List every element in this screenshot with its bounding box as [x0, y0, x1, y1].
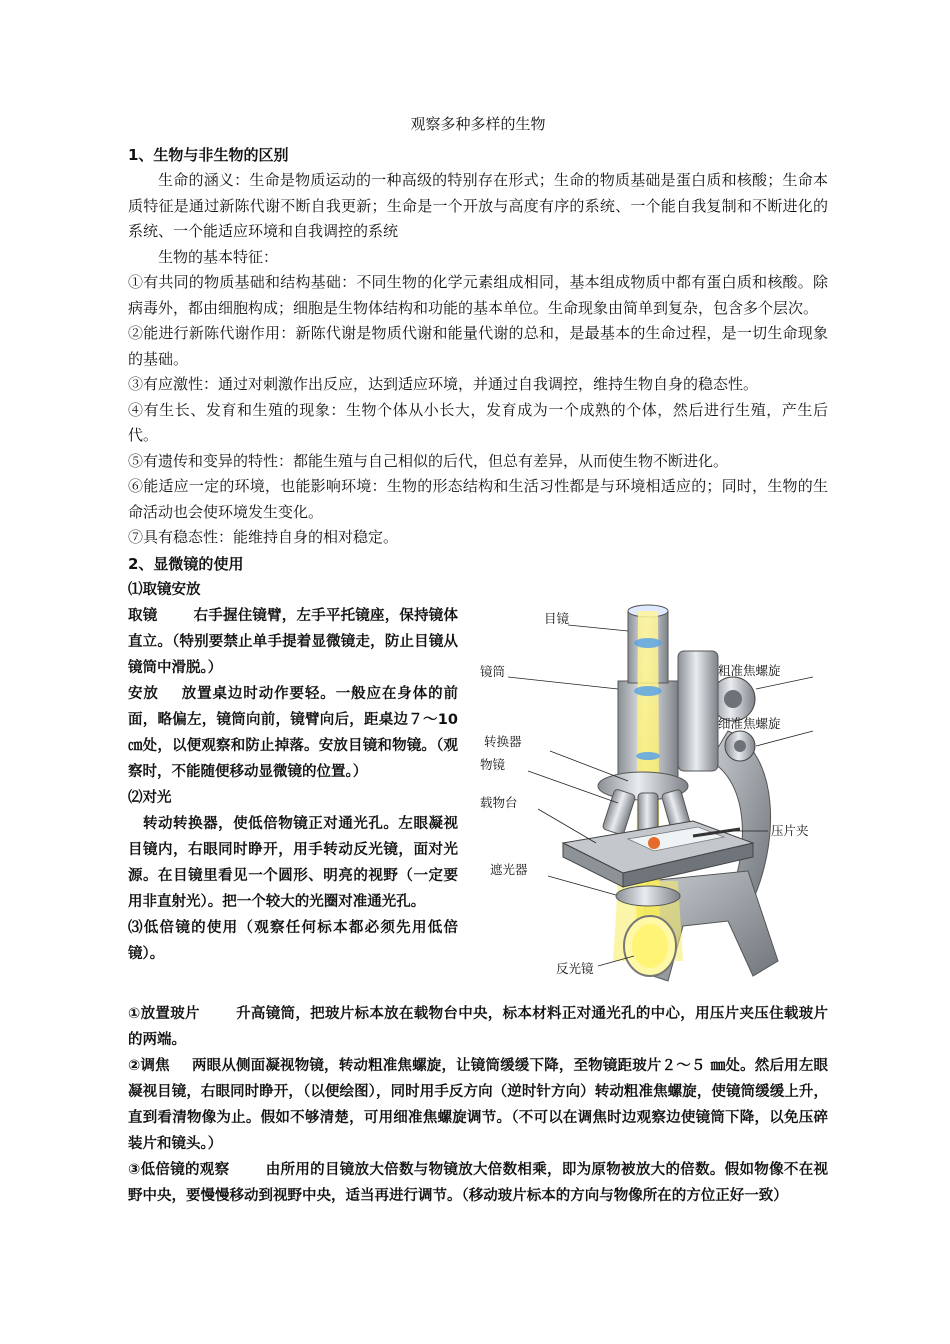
life-definition: 生命的涵义：生命是物质运动的一种高级的特别存在形式；生命的物质基础是蛋白质和核酸；生命本质特征是通过新陈代谢不断自我更新；生命是一个开放与高度有序的系统、一个能自我复制和不断进化的系统、一个能适应环境和自我调控的系统 — [128, 171, 828, 240]
label-objective: 物镜 — [480, 756, 506, 772]
step3-item — [128, 1157, 828, 1209]
step3-item-label: ①放置玻片 — [128, 1005, 200, 1022]
step1-place — [128, 681, 458, 785]
step3-item-text: 升高镜筒，把玻片标本放在载物台中央，标本材料正对通光孔的中心，用压片夹压住载玻片的两端。 — [128, 1005, 829, 1048]
step2-heading: ⑵对光 — [128, 789, 172, 806]
feature-item: ④有生长、发育和生殖的现象：生物个体从小长大，发育成为一个成熟的个体，然后进行生殖，产生后代。 — [128, 400, 828, 444]
microscope-section — [128, 577, 828, 1001]
feature-item: ⑤有遗传和变异的特性：都能生殖与自己相似的后代，但总有差异，从而使生物不断进化。 — [128, 451, 729, 470]
step1-take — [128, 603, 458, 681]
microscope-figure — [478, 581, 828, 1001]
step3-item — [128, 1053, 828, 1157]
label-tube: 镜筒 — [480, 663, 506, 679]
feature-item: ⑦具有稳态性：能维持自身的相对稳定。 — [128, 528, 399, 546]
step1-place-text: 放置桌边时动作要轻。一般应在身体的前面，略偏左，镜筒向前，镜臂向后，距桌边７～10 ㎝处，以便观察和防止掉落。安放目镜和物镜。（观察时，不能随便移动显微镜的位置。） — [128, 685, 459, 780]
label-mirror: 反光镜 — [556, 960, 594, 976]
label-nosepiece: 转换器 — [484, 733, 522, 749]
features-intro: 生物的基本特征： — [158, 247, 279, 266]
label-fine-focus: 细准焦螺旋 — [718, 715, 781, 731]
step2-text: 转动转换器，使低倍物镜正对通光孔。左眼凝视目镜内，右眼同时睁开，用手转动反光镜，面对光源。在目镜里看见一个圆形、明亮的视野（一定要用非直射光）。把一个较大的光圈对准通光孔。 — [128, 815, 458, 910]
label-eyepiece: 目镜 — [544, 610, 570, 626]
step3-item-text: 由所用的目镜放大倍数与物镜放大倍数相乘，即为原物被放大的倍数。假如物像不在视野中央，要慢慢移动到视野中央，适当再进行调节。（移动玻片标本的方向与物像所在的方位正好一致） — [128, 1161, 829, 1204]
section2-heading: 2、显微镜的使用 — [128, 554, 244, 573]
microscope-steps — [128, 577, 458, 1001]
step3-item — [128, 1001, 828, 1053]
step1-heading: ⑴取镜安放 — [128, 581, 201, 598]
feature-item: ⑥能适应一定的环境，也能影响环境：生物的形态结构和生活习性都是与环境相适应的；同时，生物的生命活动也会使环境发生变化。 — [128, 477, 828, 521]
label-stage-clip: 压片夹 — [771, 822, 809, 838]
label-stage: 载物台 — [480, 794, 518, 810]
feature-item: ②能进行新陈代谢作用：新陈代谢是物质代谢和能量代谢的总和，是最基本的生命过程，是一切生命现象的基础。 — [128, 324, 828, 368]
microscope-illustration — [478, 581, 828, 1001]
step3-item-text: 两眼从侧面凝视物镜，转动粗准焦螺旋，让镜筒缓缓下降，至物镜距玻片２～５ ㎜处。然后用左眼凝视目镜，右眼同时睁开，（以便绘图），同时用手反方向（逆时针方向）转动粗准焦螺旋，使镜筒缓缓上升，直到看清物像为止。假如不够清楚，可用细准焦螺旋调节。（不可以在调焦时边观察边使镜筒下降，以免压碎装片和镜头。） — [128, 1057, 829, 1152]
feature-item: ③有应激性：通过对刺激作出反应，达到适应环境，并通过自我调控，维持生物自身的稳态性。 — [128, 375, 759, 393]
step3-heading: ⑶低倍镜的使用（观察任何标本都必须先用低倍镜）。 — [128, 919, 458, 962]
document-page — [128, 112, 828, 1209]
section1-heading: 1、生物与非生物的区别 — [128, 146, 289, 164]
step1-take-label: 取镜 — [128, 607, 158, 624]
step1-place-label: 安放 — [128, 685, 159, 702]
label-diaphragm: 遮光器 — [490, 861, 528, 877]
step3-item-label: ③低倍镜的观察 — [128, 1161, 230, 1178]
page-title: 观察多种多样的生物 — [410, 115, 546, 133]
step1-take-text: 右手握住镜臂，左手平托镜座，保持镜体直立。（特别要禁止单手提着显微镜走，防止目镜从镜筒中滑脱。） — [128, 607, 459, 676]
step3-item-label: ②调焦 — [128, 1057, 170, 1074]
label-coarse-focus: 粗准焦螺旋 — [718, 662, 781, 678]
feature-item: ①有共同的物质基础和结构基础：不同生物的化学元素组成相同，基本组成物质中都有蛋白质和核酸。除病毒外，都由细胞构成；细胞是生物体结构和功能的基本单位。生命现象由简单到复杂，包含多个层次。 — [128, 273, 828, 317]
